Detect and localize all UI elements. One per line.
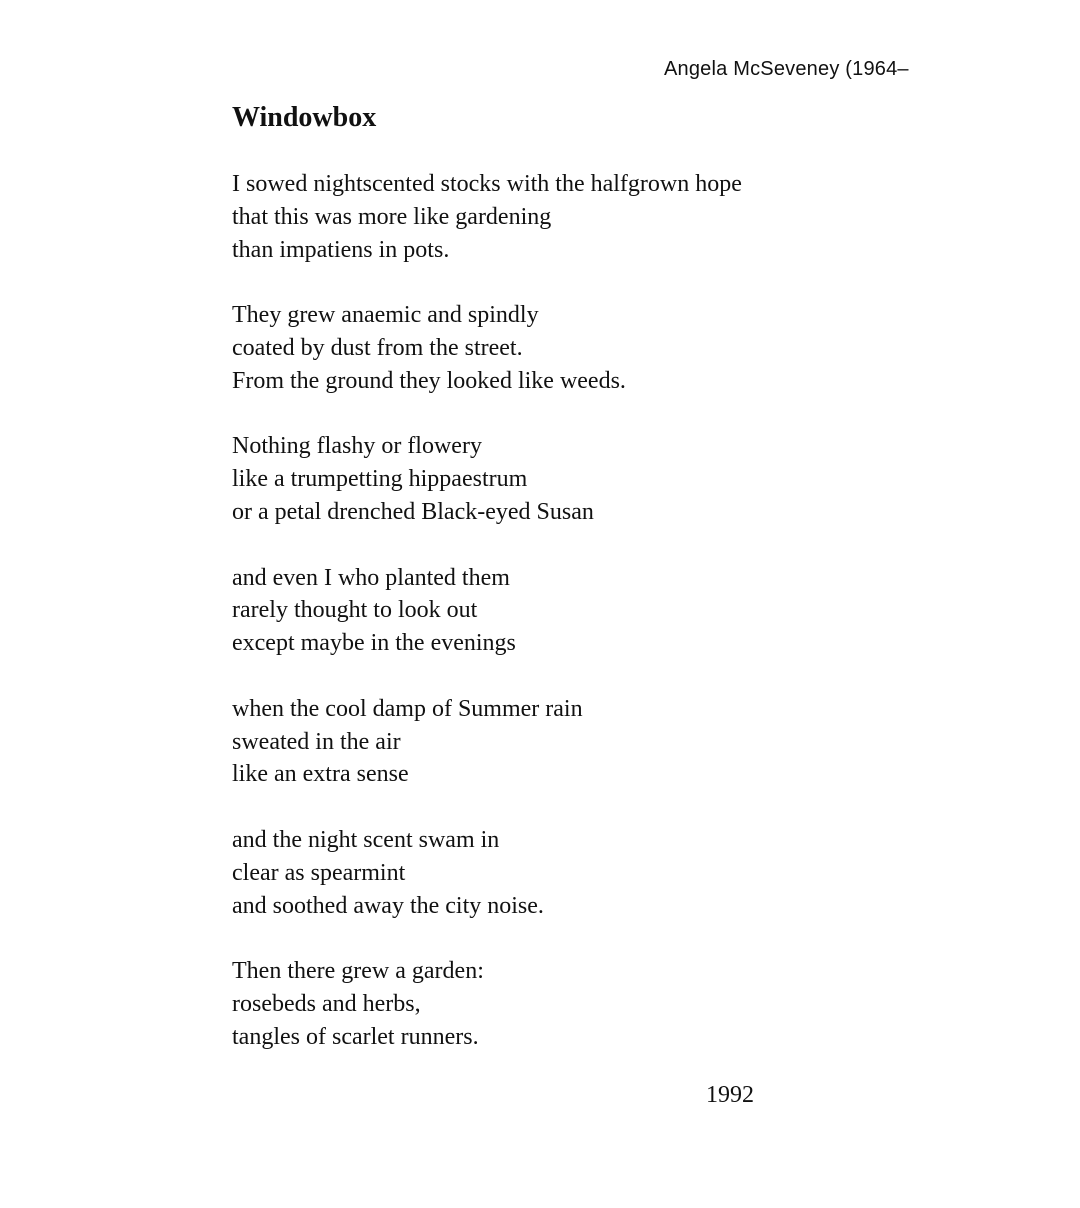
stanza	[232, 168, 742, 266]
poem-line: than impatiens in pots.	[232, 236, 450, 263]
poem-line: Nothing flashy or flowery	[232, 433, 482, 460]
poem-line: except maybe in the evenings	[232, 630, 516, 657]
poem-line: when the cool damp of Summer rain	[232, 695, 583, 722]
poem-line: like a trumpetting hippaestrum	[232, 466, 528, 493]
poem-title: Windowbox	[232, 102, 377, 133]
poem-line: that this was more like gardening	[232, 203, 552, 230]
poem-line: or a petal drenched Black-eyed Susan	[232, 498, 594, 525]
stanza	[232, 955, 742, 1053]
poem-line: and even I who planted them	[232, 564, 510, 591]
poem-body	[232, 168, 742, 1086]
poem-line: and soothed away the city noise.	[232, 892, 544, 919]
poem-line: I sowed nightscented stocks with the halfgrown hope	[232, 171, 742, 197]
poem-line: rosebeds and herbs,	[232, 990, 421, 1017]
stanza	[232, 693, 742, 791]
stanza	[232, 430, 742, 528]
poem-year: 1992	[706, 1082, 754, 1108]
poem-line: From the ground they looked like weeds.	[232, 367, 626, 394]
poem-line: and the night scent swam in	[232, 826, 500, 853]
poem-line: coated by dust from the street.	[232, 334, 523, 361]
poem-line: sweated in the air	[232, 728, 401, 755]
poem-line: They grew anaemic and spindly	[232, 302, 539, 329]
stanza	[232, 299, 742, 397]
poem-line: clear as spearmint	[232, 859, 406, 886]
author-credit: Angela McSeveney (1964–	[664, 58, 909, 80]
poem-line: rarely thought to look out	[232, 597, 478, 624]
poem-line: tangles of scarlet runners.	[232, 1023, 479, 1050]
poem-line: like an extra sense	[232, 761, 409, 788]
stanza	[232, 824, 742, 922]
stanza	[232, 562, 742, 660]
poem-line: Then there grew a garden:	[232, 958, 484, 985]
